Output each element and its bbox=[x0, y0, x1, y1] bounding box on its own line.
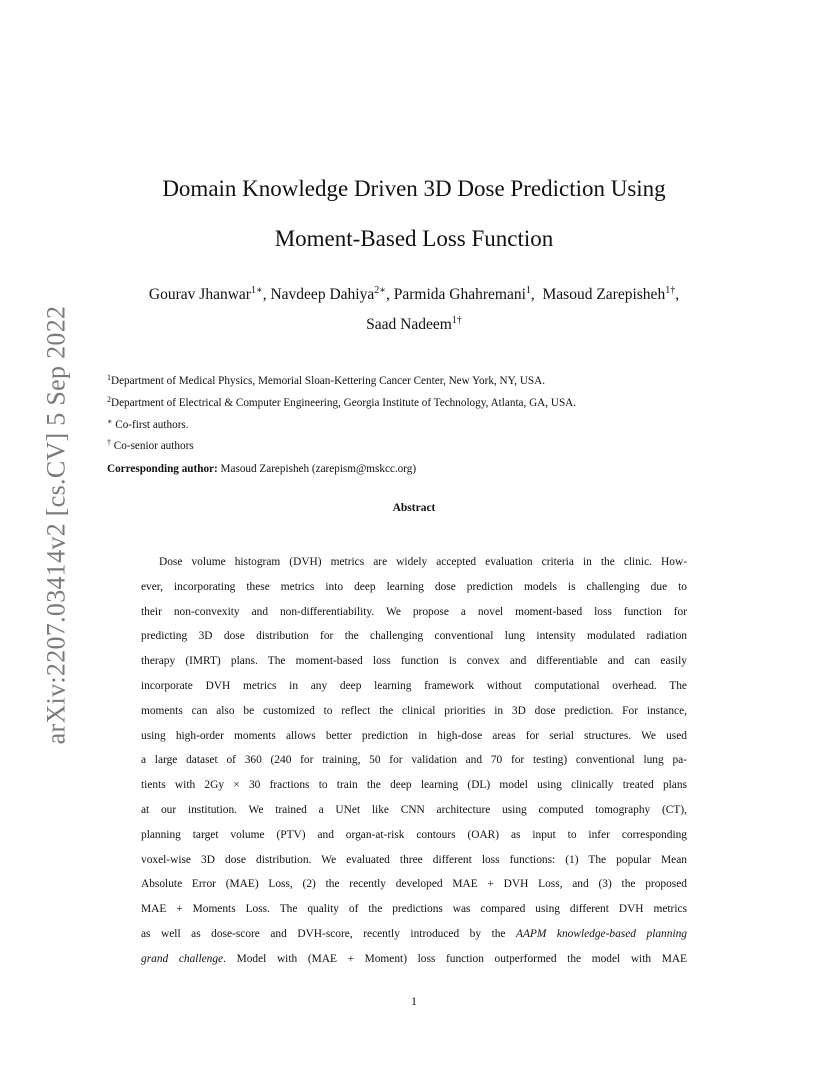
abstract-line: using high-order moments allows better prediction in high-dose areas for serial structures. We used bbox=[141, 729, 687, 742]
paper-title-line-2: Moment-Based Loss Function bbox=[274, 226, 554, 251]
abstract-line: incorporate DVH metrics in any deep learning framework without computational overhead. The bbox=[141, 679, 687, 692]
author-3: Parmida Ghahremani$^1$ bbox=[393, 285, 531, 303]
affiliation-1: $^1$Department of Medical Physics, Memorial Sloan-Kettering Cancer Center, New York, NY, USA. bbox=[107, 373, 546, 387]
abstract-line: tients with 2Gy × 30 fractions to train the deep learning (DL) model using clinically treated plans bbox=[141, 779, 687, 792]
author-4: Masoud Zarepisheh$^{1\dagger}$ bbox=[542, 285, 676, 303]
co-senior-note: † Co-senior authors bbox=[107, 438, 194, 452]
abstract-line: MAE + Moments Loss. The quality of the predictions was compared using different DVH metrics bbox=[141, 903, 687, 916]
co-first-note: ∗ Co-first authors. bbox=[107, 417, 189, 431]
arxiv-identifier: arXiv:2207.03414v2 [cs.CV] 5 Sep 2022 bbox=[41, 305, 70, 745]
abstract-line: predicting 3D dose distribution for the challenging conventional lung intensity modulated radiation bbox=[141, 630, 687, 643]
abstract-line: grand challenge. Model with (MAE + Moment) loss function outperformed the model with MAE bbox=[141, 952, 687, 965]
abstract-line: Absolute Error (MAE) Loss, (2) the recently developed MAE + DVH Loss, and (3) the proposed bbox=[141, 878, 687, 891]
abstract-line: a large dataset of 360 (240 for training, 50 for validation and 70 for testing) conventional lung pa- bbox=[141, 754, 687, 767]
abstract-line: at our institution. We trained a UNet like CNN architecture using computed tomography (CT), bbox=[141, 803, 687, 816]
abstract-heading: Abstract bbox=[392, 502, 436, 514]
author-list-line-2 bbox=[0, 315, 828, 334]
abstract-line: therapy (IMRT) plans. The moment-based loss function is convex and differentiable and can easily bbox=[141, 655, 687, 668]
affiliation-2: $^2$Department of Electrical & Computer Engineering, Georgia Institute of Technology, Atlanta, GA, USA. bbox=[107, 395, 577, 409]
page-number: 1 bbox=[411, 994, 417, 1008]
author-5: Saad Nadeem$^{1\dagger}$ bbox=[366, 315, 462, 333]
author-1: Gourav Jhanwar$^{1∗}$ bbox=[148, 285, 263, 303]
author-list: Gourav Jhanwar$^{1∗}$, Navdeep Dahiya$^{2∗}$, Parmida Ghahremani$^1$, Masoud Zarepisheh$^{1\dagger}$, bbox=[148, 285, 680, 303]
abstract-line: ever, incorporating these metrics into deep learning dose prediction models is challenging due to bbox=[141, 580, 687, 593]
abstract-line: moments can also be customized to reflect the clinical priorities in 3D dose prediction. For instance, bbox=[141, 704, 687, 717]
author-2: Navdeep Dahiya$^{2∗}$ bbox=[270, 285, 386, 303]
abstract-line: as well as dose-score and DVH-score, recently introduced by the AAPM knowledge-based planning bbox=[141, 927, 688, 940]
abstract-line: their non-convexity and non-differentiability. We propose a novel moment-based loss function for bbox=[141, 605, 687, 618]
arxiv-sidebar bbox=[36, 290, 76, 760]
corresponding-author: Corresponding author: Masoud Zarepisheh (zarepism@mskcc.org) bbox=[107, 463, 417, 475]
abstract-line: voxel-wise 3D dose distribution. We evaluated three different loss functions: (1) The popular Mean bbox=[141, 853, 687, 866]
abstract-line: planning target volume (PTV) and organ-at-risk contours (OAR) as input to infer corresponding bbox=[141, 828, 687, 841]
abstract-body bbox=[141, 554, 687, 976]
paper-title-line-1: Domain Knowledge Driven 3D Dose Prediction Using bbox=[162, 176, 666, 201]
abstract-line: Dose volume histogram (DVH) metrics are widely accepted evaluation criteria in the clinic. How- bbox=[159, 556, 687, 568]
